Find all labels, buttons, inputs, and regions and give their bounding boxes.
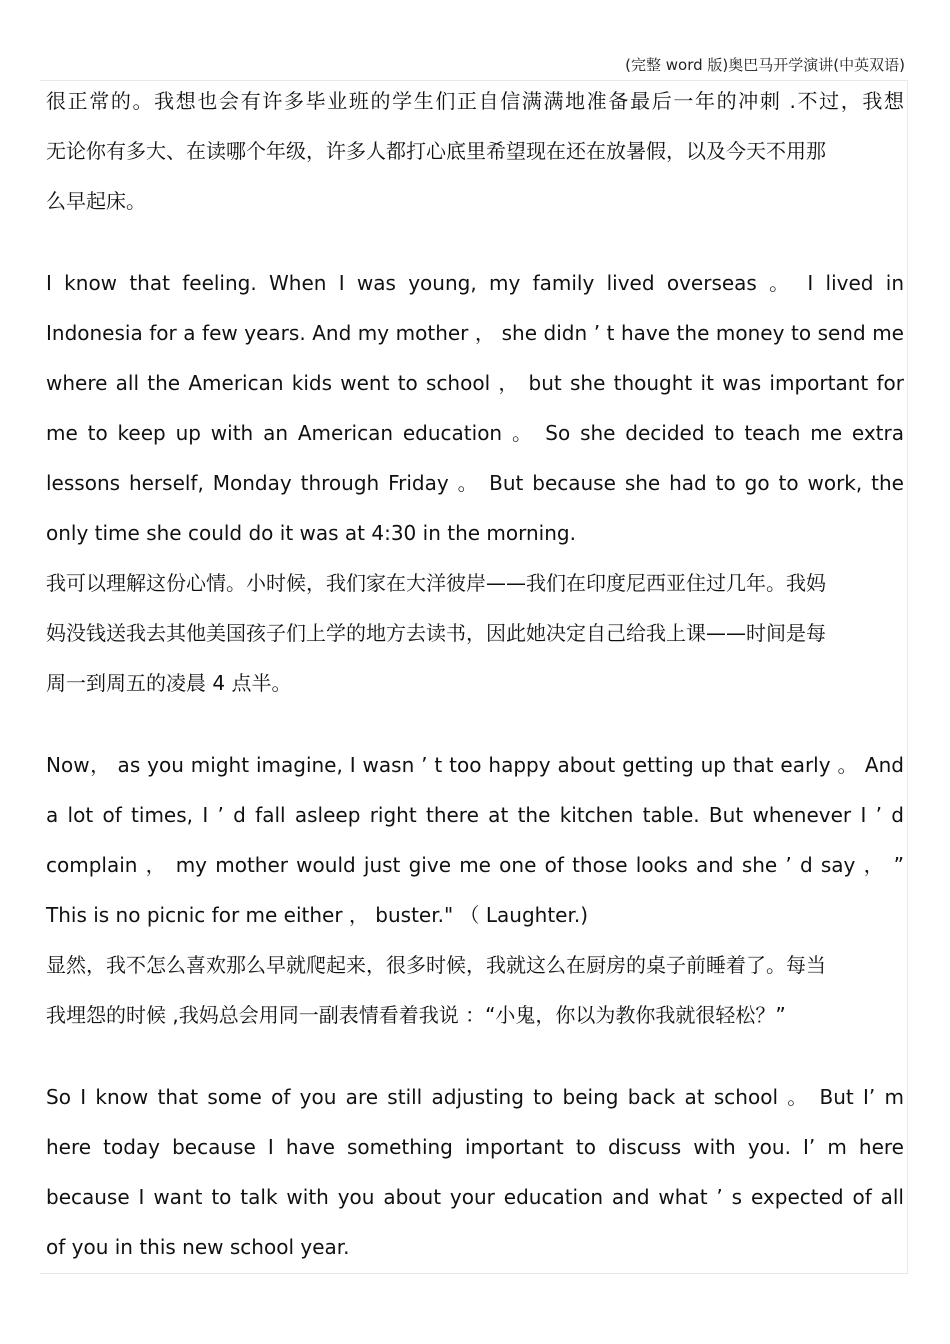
text-line: 无论你有多大、在读哪个年级，许多人都打心底里希望现在还在放暑假，以及今天不用那 (46, 139, 826, 163)
text-line: So I know that some of you are still adjusting to being back at school 。 But I’ m (46, 1085, 904, 1109)
text-line: 么早起床。 (46, 189, 146, 213)
text-line: 妈没钱送我去其他美国孩子们上学的地方去读书，因此她决定自己给我上课——时间是每 (46, 621, 826, 645)
text-line: Indonesia for a few years. And my mother ， she didn ’ t have the money to send me (46, 321, 904, 345)
text-line: lessons herself, Monday through Friday 。 But because she had to go to work, the (46, 471, 904, 495)
text-line: me to keep up with an American education 。 So she decided to teach me extra (46, 421, 904, 445)
text-line: This is no picnic for me either ， buster." （ Laughter.) (46, 903, 589, 927)
text-line: 周一到周五的凌晨 4 点半。 (46, 671, 292, 695)
text-line: I know that feeling. When I was young, my family lived overseas 。 I lived in (46, 271, 904, 295)
text-line: a lot of times, I ’ d fall asleep right there at the kitchen table. But whenever I ’ d (46, 803, 904, 827)
text-line: only time she could do it was at 4:30 in the morning. (46, 521, 576, 545)
paragraph-zh-3 (46, 940, 904, 1040)
text-line: 显然，我不怎么喜欢那么早就爬起来，很多时候，我就这么在厨房的桌子前睡着了。每当 (46, 953, 826, 977)
text-line: of you in this new school year. (46, 1235, 350, 1259)
frame-bottom-border (40, 1273, 908, 1274)
paragraph-zh-1 (46, 76, 904, 226)
text-line: where all the American kids went to school ， but she thought it was important for (46, 371, 904, 395)
document-body (46, 76, 904, 1272)
text-line: Now， as you might imagine, I wasn ’ t too happy about getting up that early 。 And (46, 753, 904, 777)
frame-right-border (907, 80, 908, 1273)
paragraph-en-3 (46, 1072, 904, 1272)
paragraph-en-1 (46, 258, 904, 558)
text-line: 我埋怨的时候 ,我妈总会用同一副表情看着我说 ：“小鬼，你以为教你我就很轻松？” (46, 1003, 786, 1027)
paragraph-en-2 (46, 740, 904, 940)
paragraph-zh-2 (46, 558, 904, 708)
page-header: (完整 word 版)奥巴马开学演讲(中英双语) (625, 56, 905, 74)
text-line: 我可以理解这份心情。小时候，我们家在大洋彼岸——我们在印度尼西亚住过几年。我妈 (46, 571, 826, 595)
text-line: because I want to talk with you about your education and what ’ s expected of all (46, 1185, 904, 1209)
text-line: 很正常的。我想也会有许多毕业班的学生们正自信满满地准备最后一年的冲刺 .不过，我想 (46, 89, 904, 113)
text-line: here today because I have something important to discuss with you. I’ m here (46, 1135, 904, 1159)
text-line: complain ， my mother would just give me one of those looks and she ’ d say ， ” (46, 853, 904, 877)
